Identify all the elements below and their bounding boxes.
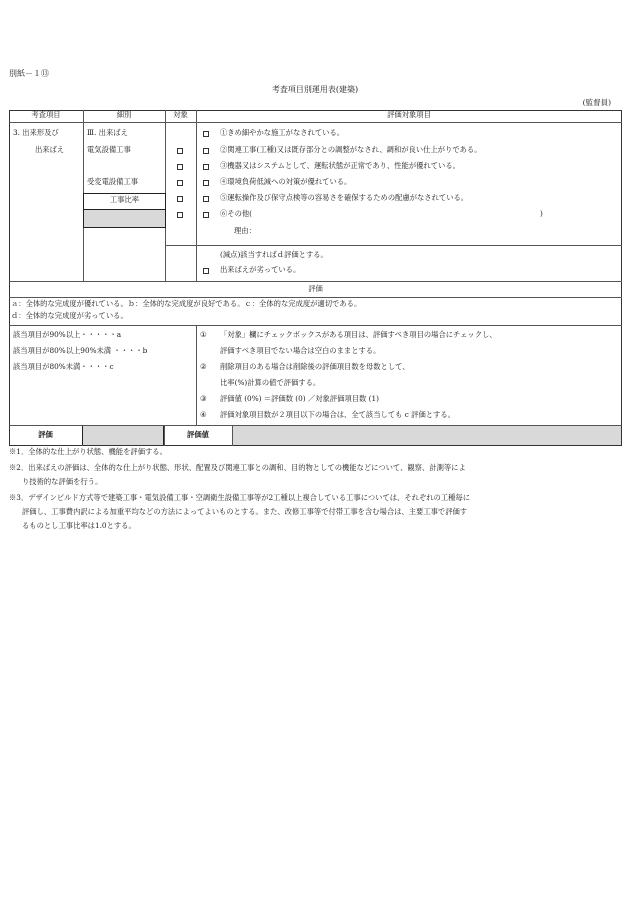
- ratio-label: 工事比率: [109, 195, 140, 204]
- header-item: 考査項目: [31, 110, 61, 119]
- note-1: ※1．全体的な仕上がり状態、機能を評価する。: [9, 447, 167, 456]
- rule-text: 評価対象項目数が２項目以下の場合は、全て該当しても c 評価とする。: [220, 410, 455, 419]
- criteria-other: ⑥その他(: [220, 209, 253, 218]
- threshold-c: 該当項目が80%未満・・・・c: [13, 362, 114, 371]
- detail-line-1: Ⅲ. 出来ばえ: [87, 128, 128, 137]
- criteria-checkbox[interactable]: [203, 180, 209, 186]
- threshold-a: 該当項目が90%以上・・・・・a: [13, 330, 122, 339]
- rule-num: ③: [200, 394, 207, 403]
- evaluation-grade-field[interactable]: [82, 426, 164, 445]
- detail-line-3: 受変電設備工事: [87, 177, 139, 186]
- criteria-item: ③機器又はシステムとして、運転状態が正常であり、性能が優れている。: [220, 161, 460, 170]
- eval-header: 評価: [308, 284, 323, 293]
- form-id: 別紙－１⑬: [9, 69, 49, 78]
- threshold-b: 該当項目が80%以上90%未満 ・・・・b: [13, 346, 148, 355]
- item-name-line2: 出来ばえ: [35, 145, 65, 154]
- eval-header-top: [9, 281, 622, 282]
- rule-text: 評価すべき項目でない場合は空白のままとする。: [220, 346, 381, 355]
- item-name-line1: 3. 出来形及び: [13, 128, 59, 137]
- target-checkbox[interactable]: [177, 180, 183, 186]
- rule-num: ④: [200, 410, 207, 419]
- rule-num: ①: [200, 330, 207, 339]
- evaluation-value-field[interactable]: [233, 426, 621, 445]
- criteria-reason: 理由：: [234, 226, 256, 235]
- note-3-cont: るものとし工事比率は1.0とする。: [22, 521, 136, 530]
- ratio-value-field[interactable]: [84, 210, 165, 227]
- grades-divider: [9, 325, 622, 326]
- rule-text: 「対象」欄にチェックボックスがある項目は、評価すべき項目の場合にチェックし、: [220, 330, 497, 339]
- criteria-checkbox[interactable]: [203, 148, 209, 154]
- note-3-cont: 評価し、工事費内訳による加重平均などの方法によってよいものとする。また、改修工事等で付帯工事を含む場合は、主要工事で評価す: [22, 507, 468, 516]
- detail-line-2: 電気設備工事: [87, 145, 131, 154]
- deduction-note: (減点)該当すればｄ評価とする。: [220, 250, 328, 259]
- header-detail: 細別: [116, 110, 132, 119]
- grade-line-2: ｄ：全体的な完成度が劣っている。: [11, 311, 128, 320]
- rule-text: 削除項目のある場合は削除後の評価項目数を母数として、: [220, 362, 410, 371]
- deduction-divider: [165, 245, 622, 246]
- target-checkbox[interactable]: [177, 164, 183, 170]
- deduction-item: 出来ばえが劣っている。: [220, 265, 301, 274]
- criteria-item: ②関連工事(工種)又は既存部分との調整がなされ、調和が良い仕上がりである。: [220, 145, 482, 154]
- col-divider-target: [196, 110, 197, 281]
- criteria-checkbox[interactable]: [203, 196, 209, 202]
- criteria-checkbox[interactable]: [203, 212, 209, 218]
- eval-header-bottom: [9, 297, 622, 298]
- criteria-item: ④環境負荷低減への対策が優れている。: [220, 177, 352, 186]
- criteria-checkbox[interactable]: [203, 131, 209, 137]
- note-2-cont: り技術的な評価を行う。: [22, 477, 103, 486]
- header-target: 対象: [173, 110, 188, 119]
- supervisor-label: (監督員): [582, 98, 611, 107]
- criteria-other-close: ): [540, 209, 543, 218]
- target-checkbox[interactable]: [177, 148, 183, 154]
- target-checkbox[interactable]: [177, 196, 183, 202]
- deduction-checkbox[interactable]: [203, 268, 209, 274]
- criteria-item: ①きめ細やかな施工がなされている。: [220, 128, 345, 137]
- rules-divider: [196, 325, 197, 425]
- footer-eval-label: 評価: [38, 430, 53, 439]
- grade-line-1: ａ：全体的な完成度が優れている。ｂ：全体的な完成度が良好である。ｃ：全体的な完成度が適切である。: [11, 299, 362, 308]
- page-title: 考査項目別運用表(建築): [271, 85, 359, 94]
- rule-num: ②: [200, 362, 207, 371]
- target-checkbox[interactable]: [177, 212, 183, 218]
- rule-text: 比率(%)計算の値で評価する。: [220, 378, 321, 387]
- header-divider: [9, 122, 622, 123]
- header-criteria: 評価対象項目: [387, 110, 431, 119]
- footer-value-label: 評価値: [187, 430, 209, 439]
- criteria-checkbox[interactable]: [203, 164, 209, 170]
- note-2: ※2．出来ばえの評価は、全体的な仕上がり状態、形状、配置及び関連工事との調和、目的物としての機能などについて、観察、計測等によ: [9, 463, 466, 472]
- note-3: ※3．デザインビルド方式等で建築工事・電気設備工事・空調衛生設備工事等が2工種以上複合している工事については、それぞれの工種毎に: [9, 493, 471, 502]
- rule-text: 評価値 (0%) ＝評価数 (0) ／対象評価項目数 (1): [220, 394, 379, 403]
- criteria-item: ⑤運転操作及び保守点検等の容易さを確保するための配慮がなされている。: [220, 193, 469, 202]
